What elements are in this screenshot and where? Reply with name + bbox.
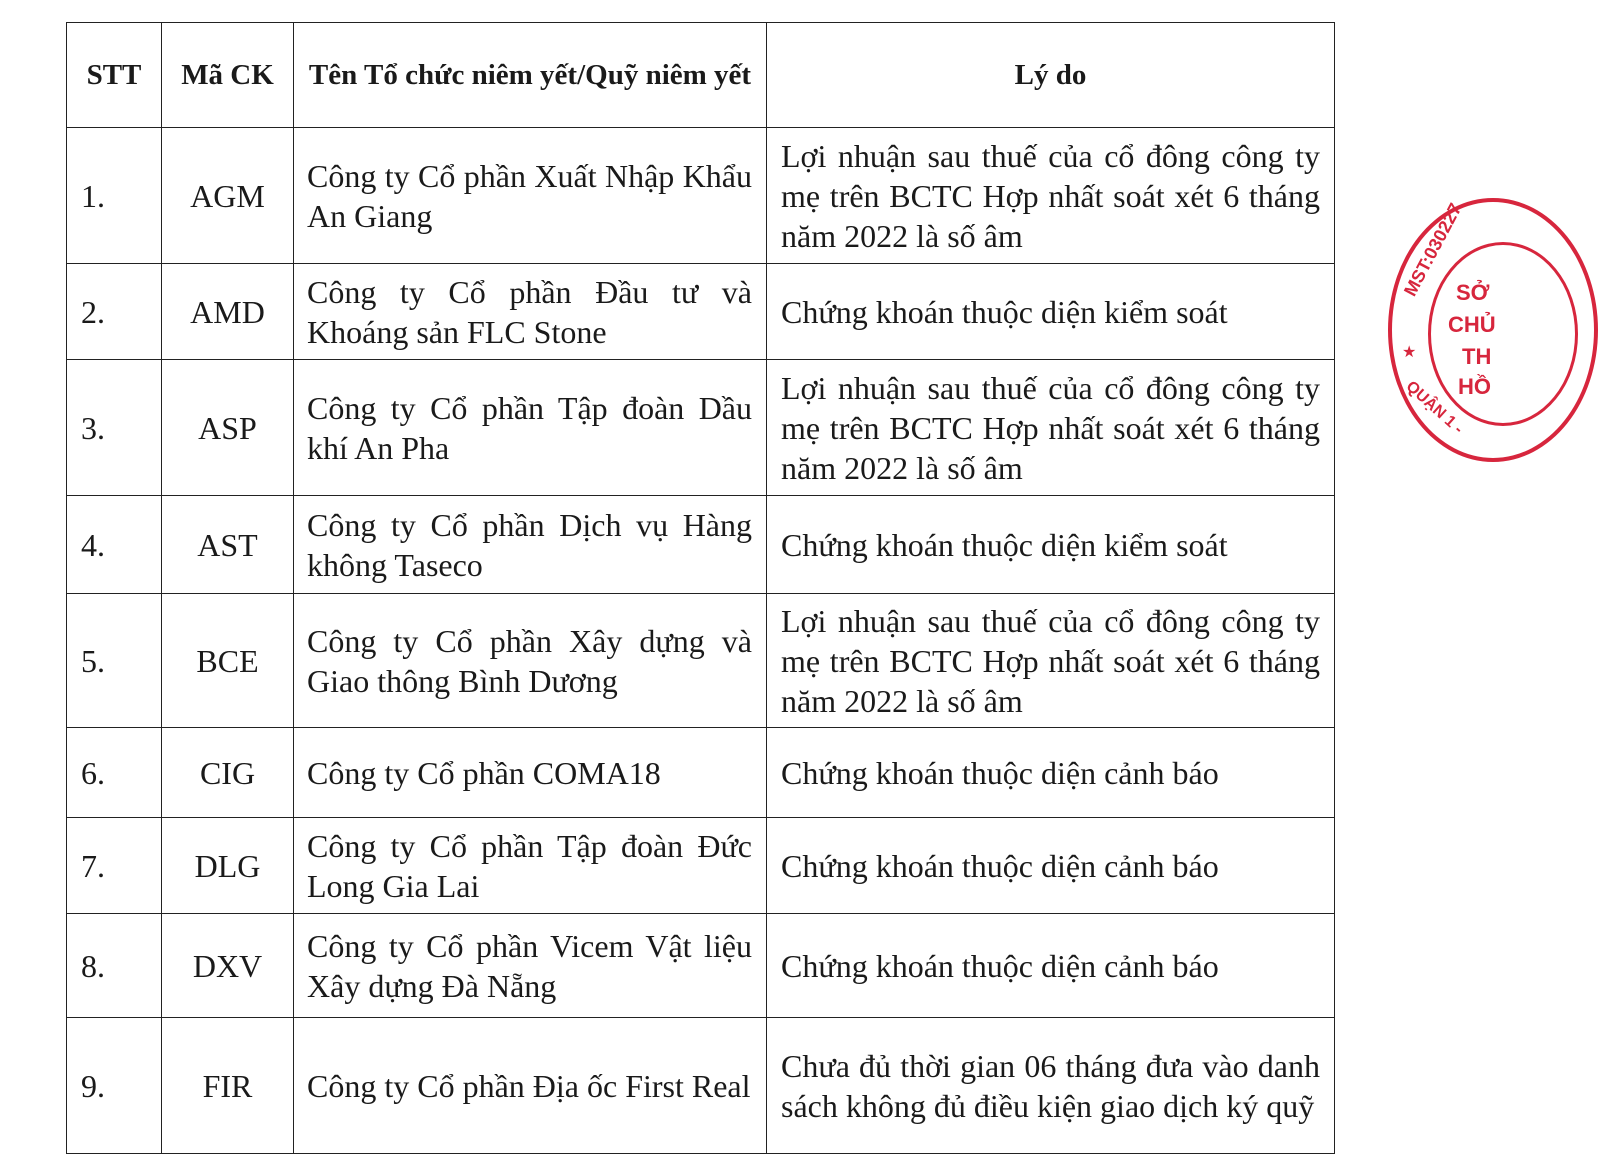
cell-name: Công ty Cổ phần Dịch vụ Hàng không Taseco [294, 496, 767, 594]
table-row [67, 594, 1335, 728]
cell-reason: Chứng khoán thuộc diện kiểm soát [767, 496, 1335, 594]
cell-reason: Chứng khoán thuộc diện cảnh báo [767, 914, 1335, 1018]
cell-name: Công ty Cổ phần Vicem Vật liệu Xây dựng Đà Nẵng [294, 914, 767, 1018]
cell-code: DLG [162, 818, 294, 914]
cell-code: AST [162, 496, 294, 594]
cell-code: BCE [162, 594, 294, 728]
cell-code: CIG [162, 728, 294, 818]
table-row [67, 264, 1335, 360]
cell-reason: Chứng khoán thuộc diện kiểm soát [767, 264, 1335, 360]
cell-reason: Chứng khoán thuộc diện cảnh báo [767, 728, 1335, 818]
cell-reason: Chứng khoán thuộc diện cảnh báo [767, 818, 1335, 914]
cell-code: FIR [162, 1018, 294, 1154]
header-name: Tên Tổ chức niêm yết/Quỹ niêm yết [294, 23, 767, 128]
cell-name: Công ty Cổ phần Xuất Nhập Khẩu An Giang [294, 128, 767, 264]
table-header-row [67, 23, 1335, 128]
cell-stt: 8. [67, 914, 162, 1018]
listing-table [66, 22, 1335, 1154]
stamp-star-icon: ★ [1402, 342, 1417, 361]
cell-code: AGM [162, 128, 294, 264]
header-stt: STT [67, 23, 162, 128]
cell-code: ASP [162, 360, 294, 496]
cell-name: Công ty Cổ phần Xây dựng và Giao thông Bình Dương [294, 594, 767, 728]
cell-stt: 5. [67, 594, 162, 728]
cell-stt: 7. [67, 818, 162, 914]
cell-reason: Lợi nhuận sau thuế của cổ đông công ty mẹ trên BCTC Hợp nhất soát xét 6 tháng năm 2022 là số âm [767, 594, 1335, 728]
table-row [67, 128, 1335, 264]
cell-code: AMD [162, 264, 294, 360]
table-row [67, 496, 1335, 594]
stamp-line-2: CHỦ [1448, 312, 1496, 337]
cell-stt: 4. [67, 496, 162, 594]
header-reason: Lý do [767, 23, 1335, 128]
table-row [67, 360, 1335, 496]
stamp-line-3: TH [1462, 344, 1492, 369]
cell-name: Công ty Cổ phần Tập đoàn Đức Long Gia Lai [294, 818, 767, 914]
cell-code: DXV [162, 914, 294, 1018]
cell-stt: 9. [67, 1018, 162, 1154]
header-code: Mã CK [162, 23, 294, 128]
table-row [67, 728, 1335, 818]
cell-stt: 1. [67, 128, 162, 264]
table-row [67, 1018, 1335, 1154]
stamp-district: QUẬN 1 - [1402, 378, 1467, 438]
cell-reason: Lợi nhuận sau thuế của cổ đông công ty mẹ trên BCTC Hợp nhất soát xét 6 tháng năm 2022 là số âm [767, 128, 1335, 264]
stamp-line-1: SỞ [1456, 280, 1490, 305]
cell-name: Công ty Cổ phần Tập đoàn Dầu khí An Pha [294, 360, 767, 496]
cell-name: Công ty Cổ phần COMA18 [294, 728, 767, 818]
table-row [67, 818, 1335, 914]
cell-name: Công ty Cổ phần Đầu tư và Khoáng sản FLC Stone [294, 264, 767, 360]
cell-reason: Lợi nhuận sau thuế của cổ đông công ty mẹ trên BCTC Hợp nhất soát xét 6 tháng năm 2022 là số âm [767, 360, 1335, 496]
stamp-line-4: HỒ [1458, 374, 1491, 399]
cell-stt: 6. [67, 728, 162, 818]
cell-stt: 3. [67, 360, 162, 496]
stamp-tax-code: MST:030227 [1400, 199, 1466, 300]
table-row [67, 914, 1335, 1018]
cell-reason: Chưa đủ thời gian 06 tháng đưa vào danh sách không đủ điều kiện giao dịch ký quỹ [767, 1018, 1335, 1154]
cell-stt: 2. [67, 264, 162, 360]
cell-name: Công ty Cổ phần Địa ốc First Real [294, 1018, 767, 1154]
red-seal-stamp [1388, 198, 1598, 462]
